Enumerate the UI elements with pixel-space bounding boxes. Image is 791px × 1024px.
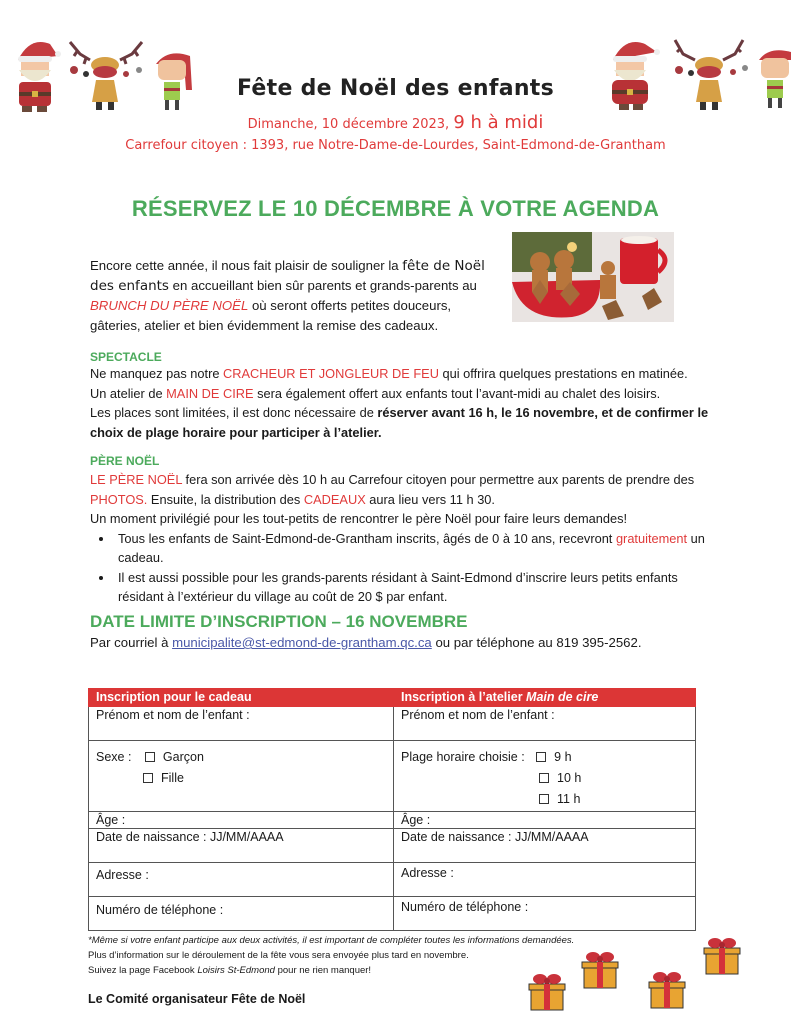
pere-noel-paragraph (90, 470, 710, 607)
footnotes (88, 933, 574, 978)
event-date-prefix: Dimanche, 10 décembre 2023, (247, 117, 450, 132)
table-row (89, 741, 696, 812)
text: Suivez la page Facebook (88, 965, 198, 976)
spectacle-heading: SPECTACLE (90, 350, 162, 364)
checkbox[interactable] (539, 794, 549, 804)
email-link[interactable]: municipalite@st-edmond-de-grantham.qc.ca (172, 635, 432, 650)
text: Main de cire (526, 690, 599, 704)
text: Inscription à l’atelier (401, 690, 527, 704)
slot-option-10h[interactable] (539, 771, 581, 785)
gift-icon (704, 938, 740, 974)
pere-noel-label: LE PÈRE NOËL (90, 472, 182, 487)
event-date (0, 112, 791, 133)
gift-icon (649, 972, 685, 1008)
text: Ensuite, la distribution des (147, 491, 304, 507)
checkbox[interactable] (539, 773, 549, 783)
sex-option-girl[interactable] (143, 771, 184, 785)
footnote-3 (88, 963, 574, 978)
gifts-illustration (520, 930, 770, 1020)
signature: Le Comité organisateur Fête de Noël (88, 992, 306, 1006)
footnote-2: Plus d’information sur le déroulement de la fête vous sera envoyée plus tard en novembre. (88, 950, 469, 961)
intro-text-2: en accueillant bien sûr parents et grands-parents au (168, 278, 477, 293)
text: Un atelier de (90, 385, 167, 401)
gift-icon (529, 974, 565, 1010)
reservation-notice: réserver avant 16 h, le 16 novembre, et de confirmer le choix de plage horaire pour participer à l’atelier. (90, 405, 709, 440)
sex-field (89, 741, 394, 812)
table-row (89, 812, 696, 829)
deadline-heading: DATE LIMITE D’INSCRIPTION – 16 NOVEMBRE (90, 612, 468, 631)
free-label: gratuitement (615, 530, 688, 546)
text: Ne manquez pas notre (90, 366, 224, 381)
gift-phone-field[interactable]: Numéro de téléphone : (89, 897, 394, 931)
facebook-page-name: Loisirs St-Edmond (197, 965, 275, 976)
text: Les places sont limitées, il est donc nécessaire de (90, 405, 378, 420)
text: ou par téléphone au 819 395-2562. (431, 635, 642, 650)
christmas-characters-right-icon (603, 30, 791, 115)
event-address: Carrefour citoyen : 1393, rue Notre-Dame-de-Lourdes, Saint-Edmond-de-Grantham (125, 138, 666, 153)
workshop-birthdate-field[interactable]: Date de naissance : JJ/MM/AAAA (394, 829, 696, 863)
text: Tous les enfants de Saint-Edmond-de-Grantham inscrits, âgés de 0 à 10 ans, recevront (118, 530, 616, 546)
text: 11 h (557, 792, 581, 806)
text: Garçon (162, 750, 204, 764)
spectacle-line-1 (90, 364, 710, 384)
sex-label: Sexe : (96, 750, 132, 764)
christmas-characters-left-icon (8, 30, 198, 115)
text: aura lieu vers 11 h 30. (365, 491, 495, 507)
workshop-child-name-field[interactable]: Prénom et nom de l’enfant : (394, 707, 696, 741)
slot-option-9h[interactable] (536, 750, 571, 764)
reserve-heading: RÉSERVEZ LE 10 DÉCEMBRE À VOTRE AGENDA (131, 196, 660, 221)
gift-registration-header: Inscription pour le cadeau (89, 689, 394, 707)
text: Par courriel à (90, 635, 173, 650)
registration-form-table (88, 688, 696, 931)
table-row (89, 707, 696, 741)
table-row (89, 897, 696, 931)
text: qui offrira quelques prestations en matinée. (438, 366, 688, 381)
spectacle-line-2 (90, 384, 710, 404)
fire-juggler-label: CRACHEUR ET JONGLEUR DE FEU (223, 366, 439, 381)
gingerbread-photo-icon (512, 232, 674, 322)
contact-line (90, 635, 642, 650)
checkbox[interactable] (143, 773, 153, 783)
intro-highlight: fête de Noël des enfants (90, 258, 485, 294)
text: un cadeau. (118, 530, 705, 565)
checkbox[interactable] (145, 752, 155, 762)
intro-paragraph (90, 256, 500, 336)
page-title: Fête de Noël des enfants (236, 76, 555, 101)
text: Fille (161, 771, 184, 785)
gift-child-name-field[interactable]: Prénom et nom de l’enfant : (89, 707, 394, 741)
text: fera son arrivée dès 10 h au Carrefour citoyen pour permettre aux parents de prendre des (181, 472, 695, 487)
text: 9 h (554, 750, 572, 764)
gift-birthdate-field[interactable]: Date de naissance : JJ/MM/AAAA (89, 829, 394, 863)
checkbox[interactable] (536, 752, 546, 762)
text: pour ne rien manquer! (274, 965, 372, 976)
table-row (89, 863, 696, 897)
wax-hand-label: MAIN DE CIRE (166, 385, 254, 401)
text: 10 h (557, 771, 582, 785)
pere-noel-line-2: Un moment privilégié pour les tout-petits de rencontrer le père Noël pour faire leurs demandes! (90, 511, 628, 526)
intro-text-1: Encore cette année, il nous fait plaisir de souligner la (90, 258, 403, 273)
slot-label: Plage horaire choisie : (401, 750, 525, 764)
table-header-row (89, 689, 696, 707)
brunch-label: BRUNCH DU PÈRE NOËL (90, 298, 249, 313)
workshop-registration-header (394, 689, 696, 707)
intro-text-3: où seront offerts petites douceurs, gâteries, atelier et bien évidemment la remise des cadeaux. (90, 298, 452, 333)
bullet-item (114, 529, 710, 568)
time-slot-field (394, 741, 696, 812)
photos-label: PHOTOS. (90, 491, 148, 507)
slot-option-11h[interactable] (539, 792, 580, 806)
workshop-address-field[interactable]: Adresse : (394, 863, 696, 897)
cadeaux-label: CADEAUX (303, 491, 366, 507)
workshop-age-field[interactable]: Âge : (394, 812, 696, 829)
gift-address-field[interactable]: Adresse : (89, 863, 394, 897)
spectacle-line-3 (90, 403, 710, 442)
gift-age-field[interactable]: Âge : (89, 812, 394, 829)
pere-noel-bullets (90, 529, 710, 607)
gift-icon (582, 952, 618, 988)
text: sera également offert aux enfants tout l’avant-midi au chalet des loisirs. (253, 385, 661, 401)
footnote-1: *Même si votre enfant participe aux deux activités, il est important de compléter toutes les informations demandées. (88, 935, 575, 946)
spectacle-paragraph (90, 364, 710, 442)
event-time: 9 h à midi (453, 112, 544, 133)
sex-option-boy[interactable] (145, 750, 204, 764)
pere-noel-line-1 (90, 470, 710, 509)
workshop-phone-field[interactable]: Numéro de téléphone : (394, 897, 696, 931)
table-row (89, 829, 696, 863)
pere-noel-heading: PÈRE NOËL (90, 454, 160, 468)
bullet-item: • Il est aussi possible pour les grands-parents résidant à Saint-Edmond d’inscrire leurs petits enfants résidant à l’extérieur du village au coût de 20 $ par enfant. (114, 568, 710, 607)
